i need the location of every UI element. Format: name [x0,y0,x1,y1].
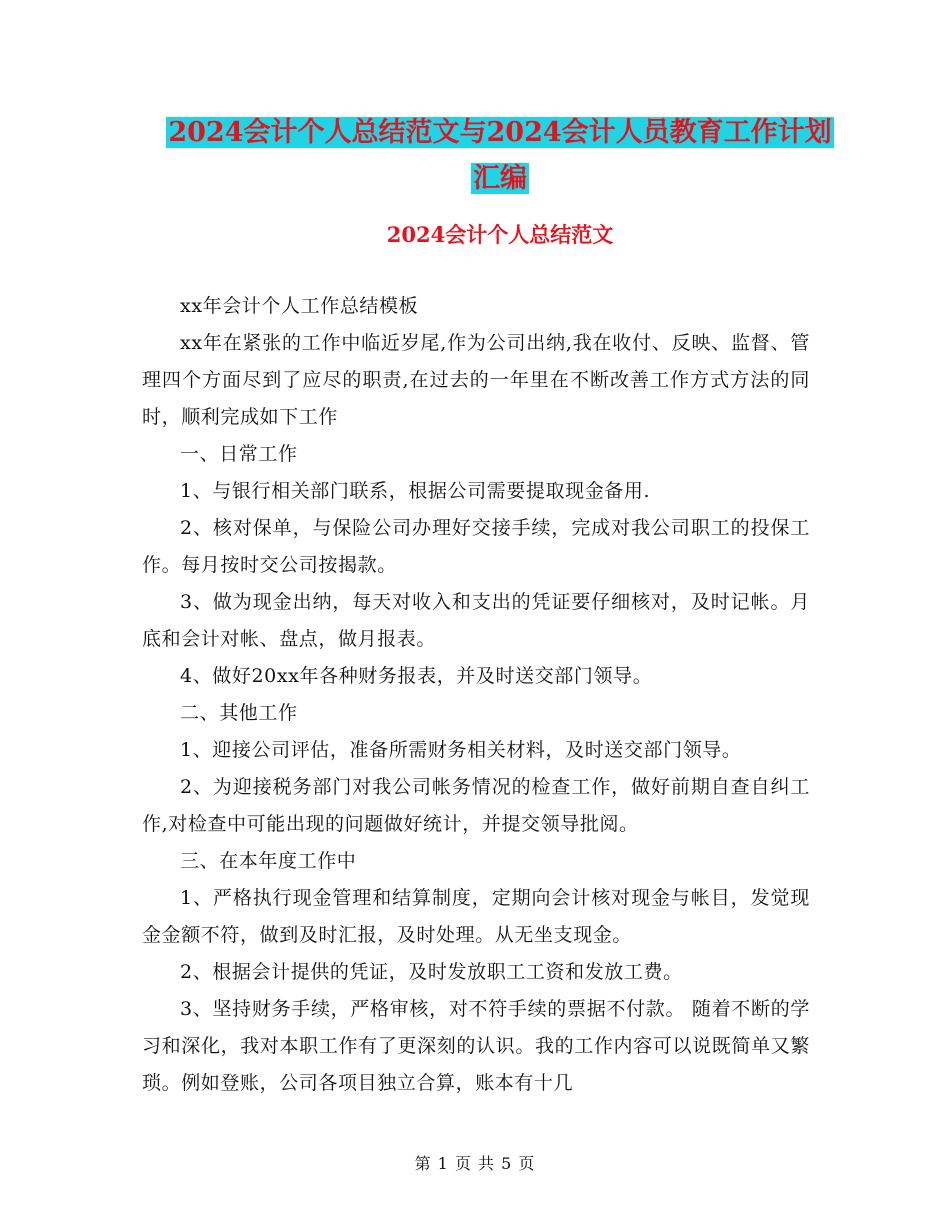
document-title [140,110,860,202]
page-footer: 第 1 页 共 5 页 [414,1154,536,1173]
paragraph: 三、在本年度工作中 [180,850,357,872]
paragraph: 2、为迎接税务部门对我公司帐务情况的检查工作，做好前期自查自纠工作,对检查中可能出现的问题做好统计，并提交领导批阅。 [142,776,810,835]
paragraph: 3、坚持财务手续，严格审核，对不符手续的票据不付款。 随着不断的学习和深化，我对本职工作有了更深刻的认识。我的工作内容可以说既简单又繁琐。例如登账，公司各项目独立合算，账本有十几 [142,998,810,1094]
paragraph: xx年在紧张的工作中临近岁尾,作为公司出纳,我在收付、反映、监督、管理四个方面尽到了应尽的职责,在过去的一年里在不断改善工作方式方法的同时，顺利完成如下工作 [142,332,810,428]
paragraph: 二、其他工作 [180,702,298,724]
paragraph: 一、日常工作 [180,443,298,465]
paragraph: 4、做好20xx年各种财务报表，并及时送交部门领导。 [180,665,653,687]
document-title-line1: 2024会计个人总结范文与2024会计人员教育工作计划 [168,117,832,148]
paragraph: 1、迎接公司评估，准备所需财务相关材料，及时送交部门领导。 [180,739,742,761]
paragraph: 1、严格执行现金管理和结算制度，定期向会计核对现金与帐目，发觉现金金额不符，做到及时汇报，及时处理。从无坐支现金。 [142,887,810,946]
paragraph: xx年会计个人工作总结模板 [180,295,419,317]
section-title: 2024会计个人总结范文 [386,222,614,247]
paragraph: 3、做为现金出纳，每天对收入和支出的凭证要仔细核对，及时记帐。月底和会计对帐、盘点，做月报表。 [142,591,810,650]
document-body [142,288,810,1102]
paragraph: 2、根据会计提供的凭证，及时发放职工工资和发放工费。 [180,961,683,983]
paragraph: 1、与银行相关部门联系，根据公司需要提取现金备用. [180,480,651,502]
document-title-line2: 汇编 [473,163,527,194]
paragraph: 2、核对保单，与保险公司办理好交接手续，完成对我公司职工的投保工作。每月按时交公司按揭款。 [142,517,810,576]
